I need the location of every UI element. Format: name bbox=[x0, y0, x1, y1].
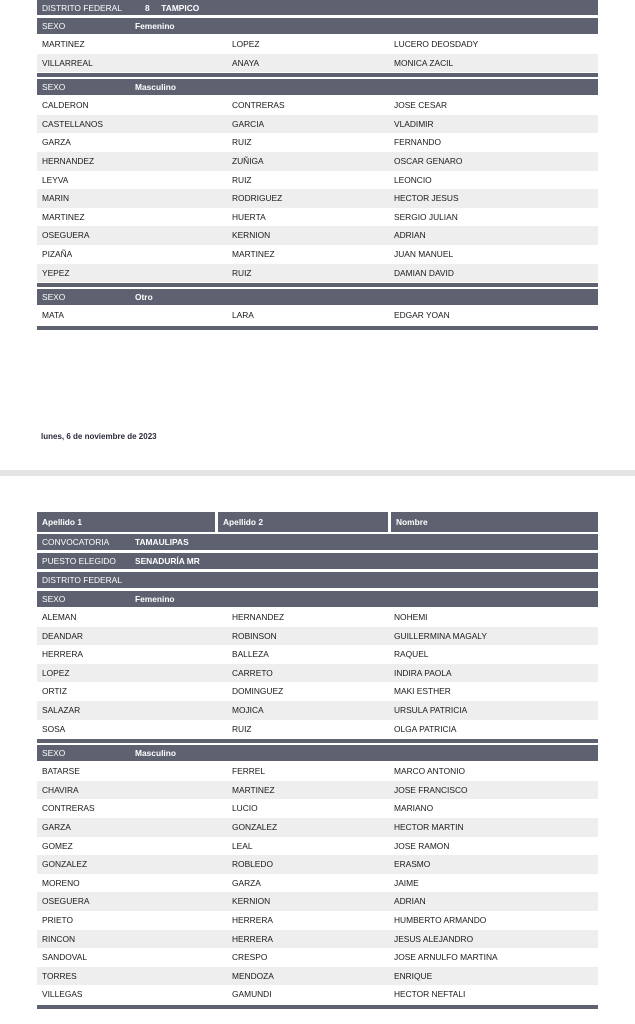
apellido-2-cell: HERRERA bbox=[232, 933, 273, 944]
nombre-cell: FERNANDO bbox=[394, 137, 441, 148]
apellido-1-cell: SALAZAR bbox=[42, 704, 81, 715]
apellido-2-cell: MENDOZA bbox=[232, 970, 274, 981]
nombre-cell: OLGA PATRICIA bbox=[394, 723, 457, 734]
apellido-1-cell: GARZA bbox=[42, 137, 71, 148]
table-row bbox=[37, 818, 598, 837]
apellido-1-cell: MORENO bbox=[42, 877, 80, 888]
apellido-1-cell: MATA bbox=[42, 310, 65, 321]
table-row bbox=[37, 781, 598, 800]
apellido-1-cell: ORTIZ bbox=[42, 686, 67, 697]
apellido-2-cell: GONZALEZ bbox=[232, 821, 278, 832]
sexo-label: SEXO bbox=[42, 748, 66, 759]
apellido-1-cell: HERNANDEZ bbox=[42, 155, 95, 166]
apellido-1-cell: RINCON bbox=[42, 933, 76, 944]
apellido-1-cell: MARIN bbox=[42, 193, 69, 204]
nombre-cell: URSULA PATRICIA bbox=[394, 704, 468, 715]
sexo-value: Femenino bbox=[135, 21, 175, 31]
apellido-1-cell: MARTINEZ bbox=[42, 211, 85, 222]
nombre-cell: INDIRA PAOLA bbox=[394, 667, 452, 678]
table-row bbox=[37, 115, 598, 134]
apellido-1-cell: GOMEZ bbox=[42, 840, 73, 851]
apellido-1-cell: SANDOVAL bbox=[42, 952, 87, 963]
district-key: DISTRITO FEDERAL bbox=[42, 3, 122, 13]
nombre-cell: ADRIAN bbox=[394, 896, 426, 907]
apellido-1-cell: CASTELLANOS bbox=[42, 118, 103, 129]
table-row bbox=[37, 608, 598, 627]
nombre-cell: GUILLERMINA MAGALY bbox=[394, 630, 487, 641]
table-row bbox=[37, 189, 598, 208]
apellido-2-cell: FERREL bbox=[232, 766, 266, 777]
sexo-label: SEXO bbox=[42, 21, 66, 31]
table-row bbox=[37, 664, 598, 683]
sexo-header bbox=[37, 18, 598, 35]
puesto-value: SENADURÍA MR bbox=[135, 556, 200, 566]
table-row bbox=[37, 645, 598, 664]
apellido-1-cell: OSEGUERA bbox=[42, 230, 90, 241]
nombre-cell: SERGIO JULIAN bbox=[394, 211, 458, 222]
apellido-2-cell: RUIZ bbox=[232, 723, 252, 734]
table-row bbox=[37, 682, 598, 701]
group-divider bbox=[37, 73, 598, 77]
group-divider bbox=[37, 283, 598, 287]
table-row bbox=[37, 264, 598, 283]
nombre-cell: RAQUEL bbox=[394, 649, 429, 660]
nombre-cell: EDGAR YOAN bbox=[394, 310, 450, 321]
district-value: 8 TAMPICO bbox=[145, 3, 200, 13]
nombre-cell: VLADIMIR bbox=[394, 118, 434, 129]
apellido-2-cell: RUIZ bbox=[232, 137, 252, 148]
document-page-2 bbox=[0, 476, 635, 1024]
sexo-value: Masculino bbox=[135, 82, 176, 93]
nombre-cell: JOSE CESAR bbox=[394, 100, 448, 111]
column-header-apellido-1: Apellido 1 bbox=[37, 512, 215, 532]
nombre-cell: LUCERO DEOSDADY bbox=[394, 39, 479, 49]
table-row bbox=[37, 985, 598, 1004]
table-row bbox=[37, 948, 598, 967]
apellido-2-cell: RODRIGUEZ bbox=[232, 193, 283, 204]
apellido-1-cell: PIZAÑA bbox=[42, 248, 73, 259]
apellido-2-cell: CRESPO bbox=[232, 952, 268, 963]
table-row bbox=[37, 627, 598, 646]
apellido-1-cell: TORRES bbox=[42, 970, 77, 981]
apellido-1-cell: CHAVIRA bbox=[42, 784, 79, 795]
nombre-cell: ADRIAN bbox=[394, 230, 426, 241]
apellido-2-cell: GARCIA bbox=[232, 118, 265, 129]
table-row bbox=[37, 930, 598, 949]
sexo-value: Masculino bbox=[135, 748, 176, 759]
nombre-cell: NOHEMI bbox=[394, 612, 428, 622]
apellido-1-cell: SOSA bbox=[42, 723, 66, 734]
apellido-1-cell: MARTINEZ bbox=[42, 39, 85, 49]
table-row bbox=[37, 171, 598, 190]
table-row bbox=[37, 911, 598, 930]
footer-date: lunes, 6 de noviembre de 2023 bbox=[41, 432, 157, 441]
district-header bbox=[37, 0, 598, 16]
sexo-label: SEXO bbox=[42, 292, 66, 303]
apellido-2-cell: LEAL bbox=[232, 840, 253, 851]
column-header-row bbox=[37, 512, 598, 532]
sexo-header bbox=[37, 79, 598, 96]
table-row bbox=[37, 967, 598, 986]
sexo-groups bbox=[37, 18, 598, 330]
convocatoria-header bbox=[37, 534, 598, 551]
sexo-label: SEXO bbox=[42, 82, 66, 93]
nombre-cell: OSCAR GENARO bbox=[394, 155, 463, 166]
nombre-cell: JOSE ARNULFO MARTINA bbox=[394, 952, 498, 963]
convocatoria-value: TAMAULIPAS bbox=[135, 537, 189, 547]
apellido-2-cell: ROBLEDO bbox=[232, 859, 273, 870]
results-table-page-2 bbox=[37, 512, 598, 1011]
sexo-value: Femenino bbox=[135, 594, 175, 604]
apellido-2-cell: GARZA bbox=[232, 877, 261, 888]
table-row bbox=[37, 720, 598, 739]
apellido-2-cell: RUIZ bbox=[232, 174, 252, 185]
apellido-2-cell: BALLEZA bbox=[232, 649, 269, 660]
sexo-groups bbox=[37, 591, 598, 1009]
nombre-cell: HECTOR NEFTALI bbox=[394, 989, 466, 1000]
apellido-1-cell: OSEGUERA bbox=[42, 896, 90, 907]
sexo-header bbox=[37, 745, 598, 762]
nombre-cell: ENRIQUE bbox=[394, 970, 433, 981]
nombre-cell: ERASMO bbox=[394, 859, 431, 870]
apellido-2-cell: ANAYA bbox=[232, 57, 260, 68]
puesto-key: PUESTO ELEGIDO bbox=[42, 556, 116, 566]
apellido-1-cell: CALDERON bbox=[42, 100, 89, 111]
table-row bbox=[37, 245, 598, 264]
nombre-cell: LEONCIO bbox=[394, 174, 432, 185]
apellido-2-cell: CONTRERAS bbox=[232, 100, 285, 111]
table-row bbox=[37, 874, 598, 893]
nombre-cell: JOSE FRANCISCO bbox=[394, 784, 468, 795]
sexo-value: Otro bbox=[135, 292, 153, 303]
apellido-2-cell: DOMINGUEZ bbox=[232, 686, 284, 697]
table-row bbox=[37, 133, 598, 152]
apellido-2-cell: MOJICA bbox=[232, 704, 264, 715]
group-divider bbox=[37, 739, 598, 743]
nombre-cell: MAKI ESTHER bbox=[394, 686, 451, 697]
nombre-cell: JAIME bbox=[394, 877, 419, 888]
apellido-2-cell: LOPEZ bbox=[232, 39, 260, 49]
apellido-1-cell: PRIETO bbox=[42, 914, 74, 925]
nombre-cell: MARCO ANTONIO bbox=[394, 766, 466, 777]
nombre-cell: JOSE RAMON bbox=[394, 840, 450, 851]
nombre-cell: HECTOR JESUS bbox=[394, 193, 459, 204]
apellido-1-cell: HERRERA bbox=[42, 649, 83, 660]
apellido-2-cell: LUCIO bbox=[232, 803, 258, 814]
table-row bbox=[37, 855, 598, 874]
apellido-1-cell: LEYVA bbox=[42, 174, 69, 185]
distrito-key: DISTRITO FEDERAL bbox=[42, 575, 122, 585]
table-row bbox=[37, 837, 598, 856]
apellido-1-cell: DEANDAR bbox=[42, 630, 83, 641]
apellido-2-cell: GAMUNDI bbox=[232, 989, 272, 1000]
apellido-1-cell: YEPEZ bbox=[42, 267, 70, 278]
apellido-1-cell: GONZALEZ bbox=[42, 859, 88, 870]
table-row bbox=[37, 152, 598, 171]
group-divider bbox=[37, 326, 598, 330]
apellido-2-cell: HERRERA bbox=[232, 914, 273, 925]
table-row bbox=[37, 208, 598, 227]
apellido-2-cell: CARRETO bbox=[232, 667, 273, 678]
sexo-label: SEXO bbox=[42, 594, 66, 604]
group-divider bbox=[37, 1005, 598, 1009]
apellido-2-cell: HERNANDEZ bbox=[232, 612, 285, 622]
apellido-1-cell: BATARSE bbox=[42, 766, 80, 777]
distrito-header bbox=[37, 572, 598, 589]
nombre-cell: JUAN MANUEL bbox=[394, 248, 454, 259]
table-row bbox=[37, 96, 598, 115]
nombre-cell: HECTOR MARTIN bbox=[394, 821, 464, 832]
apellido-2-cell: RUIZ bbox=[232, 267, 252, 278]
table-row bbox=[37, 54, 598, 73]
sexo-header bbox=[37, 289, 598, 306]
apellido-1-cell: VILLEGAS bbox=[42, 989, 83, 1000]
apellido-1-cell: GARZA bbox=[42, 821, 71, 832]
table-row bbox=[37, 306, 598, 325]
sexo-header bbox=[37, 591, 598, 608]
apellido-2-cell: ROBINSON bbox=[232, 630, 277, 641]
apellido-1-cell: LOPEZ bbox=[42, 667, 70, 678]
table-row bbox=[37, 892, 598, 911]
apellido-2-cell: KERNION bbox=[232, 230, 271, 241]
nombre-cell: HUMBERTO ARMANDO bbox=[394, 914, 487, 925]
nombre-cell: DAMIAN DAVID bbox=[394, 267, 454, 278]
document-page-1 bbox=[0, 0, 635, 470]
apellido-2-cell: MARTINEZ bbox=[232, 248, 275, 259]
results-table-page-1 bbox=[37, 0, 598, 332]
apellido-2-cell: ZUÑIGA bbox=[232, 155, 264, 166]
apellido-1-cell: CONTRERAS bbox=[42, 803, 95, 814]
nombre-cell: MONICA ZACIL bbox=[394, 57, 454, 68]
apellido-2-cell: MARTINEZ bbox=[232, 784, 275, 795]
column-header-apellido-2: Apellido 2 bbox=[218, 512, 388, 532]
table-row bbox=[37, 701, 598, 720]
apellido-2-cell: LARA bbox=[232, 310, 254, 321]
convocatoria-key: CONVOCATORIA bbox=[42, 537, 110, 547]
apellido-2-cell: HUERTA bbox=[232, 211, 266, 222]
table-row bbox=[37, 226, 598, 245]
column-header-nombre: Nombre bbox=[391, 512, 598, 532]
nombre-cell: JESUS ALEJANDRO bbox=[394, 933, 474, 944]
apellido-1-cell: VILLARREAL bbox=[42, 57, 93, 68]
apellido-1-cell: ALEMAN bbox=[42, 612, 77, 622]
nombre-cell: MARIANO bbox=[394, 803, 434, 814]
puesto-header bbox=[37, 553, 598, 570]
table-row bbox=[37, 35, 598, 54]
table-row bbox=[37, 799, 598, 818]
table-row bbox=[37, 762, 598, 781]
apellido-2-cell: KERNION bbox=[232, 896, 271, 907]
